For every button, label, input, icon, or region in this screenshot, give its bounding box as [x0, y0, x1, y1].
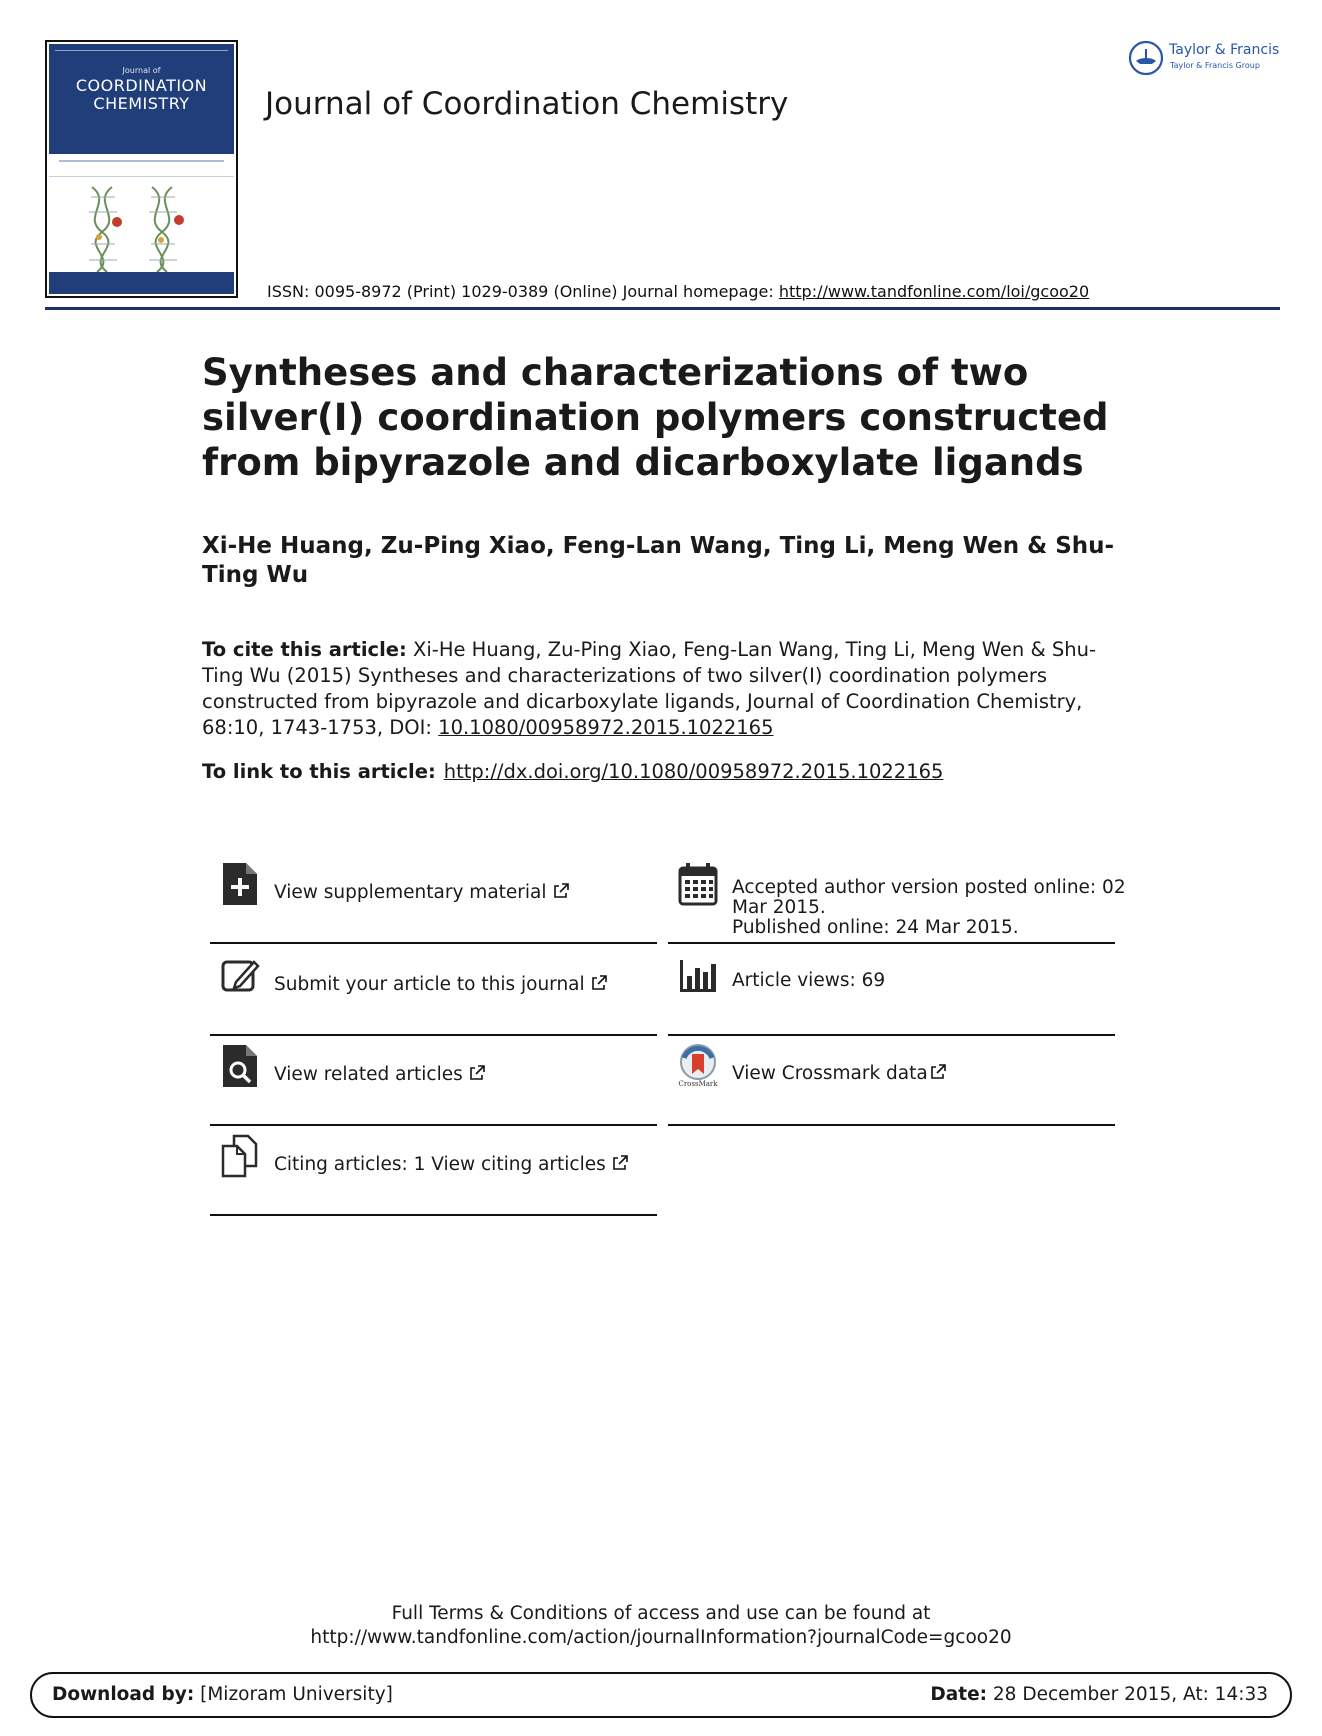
taylor-francis-icon [1128, 40, 1164, 76]
citing-articles-link[interactable] [210, 1134, 657, 1216]
download-date [930, 1684, 1268, 1705]
citation-block [202, 637, 1102, 741]
download-by [52, 1684, 393, 1705]
submit-article-link[interactable] [210, 954, 657, 1036]
cover-title-line1: COORDINATION [75, 76, 208, 95]
citing-label: Citing articles: 1 View citing articles [274, 1154, 606, 1175]
link-label: To link to this article: [202, 760, 436, 783]
issn-line [267, 282, 1089, 301]
submit-label: Submit your article to this journal [274, 974, 585, 995]
accepted-date-line1: Accepted author version posted online: 02 [732, 877, 1126, 898]
external-link-icon [553, 883, 569, 899]
search-file-icon [220, 1044, 260, 1088]
related-label: View related articles [274, 1064, 463, 1085]
publisher-group: Taylor & Francis Group [1170, 61, 1260, 70]
crossmark-link[interactable] [668, 1044, 1115, 1126]
download-label: Download by: [52, 1684, 195, 1705]
journal-title: Journal of Coordination Chemistry [265, 86, 789, 122]
article-link-line [202, 760, 943, 783]
publisher-name: Taylor & Francis [1169, 42, 1280, 58]
supplementary-label: View supplementary material [274, 882, 547, 903]
crossmark-label: View Crossmark data [732, 1063, 928, 1084]
download-info-bar [30, 1672, 1292, 1718]
external-link-icon [591, 975, 607, 991]
article-views [668, 954, 1115, 1036]
published-date: Published online: 24 Mar 2015. [732, 917, 1019, 938]
header-divider [45, 307, 1280, 310]
doi-link[interactable]: 10.1080/00958972.2015.1022165 [438, 716, 774, 739]
external-link-icon [930, 1064, 946, 1080]
terms-url[interactable]: http://www.tandfonline.com/action/journalInformation?journalCode=gcoo20 [310, 1627, 1012, 1648]
calendar-icon [678, 862, 718, 906]
related-articles-link[interactable] [210, 1044, 657, 1126]
bar-chart-icon [678, 954, 718, 998]
terms-line1: Full Terms & Conditions of access and use can be found at [391, 1603, 931, 1624]
file-plus-icon [220, 862, 260, 906]
article-authors: Xi-He Huang, Zu-Ping Xiao, Feng-Lan Wang, Ting Li, Meng Wen & Shu-Ting Wu [202, 533, 1115, 588]
copy-documents-icon [220, 1134, 260, 1178]
crossmark-logo-text: CrossMark [678, 1080, 718, 1088]
cover-title-line2: CHEMISTRY [93, 94, 190, 113]
publication-dates [668, 862, 1126, 944]
publisher-logo [1128, 40, 1283, 78]
external-link-icon [469, 1065, 485, 1081]
supplementary-material-link[interactable] [210, 862, 657, 944]
cite-text: Xi-He Huang, Zu-Ping Xiao, Feng-Lan Wang, Ting Li, Meng Wen & Shu-Ting Wu (2015) Syntheses and characterizations of two silver(I) coordination polymers constructed from bipyrazole and dicarboxylate ligands, Journal of Coordination Chemistry, 68:10, 1743-1753, DOI: [202, 638, 1097, 739]
terms-notice [0, 1602, 1322, 1650]
cover-molecule-art [77, 182, 207, 277]
accepted-date-line2: Mar 2015. [732, 897, 826, 918]
crossmark-icon [678, 1044, 718, 1088]
article-doi-url[interactable]: http://dx.doi.org/10.1080/00958972.2015.1022165 [443, 760, 944, 783]
external-link-icon [612, 1155, 628, 1171]
cover-journal-of: Journal of [122, 66, 161, 75]
date-label: Date: [930, 1684, 988, 1705]
article-title: Syntheses and characterizations of two silver(I) coordination polymers constructed from bipyrazole and dicarboxylate ligands [202, 351, 1109, 484]
article-views-label: Article views: 69 [732, 970, 886, 991]
issn-text: ISSN: 0095-8972 (Print) 1029-0389 (Online) Journal homepage: [267, 282, 779, 301]
journal-cover-image [45, 40, 238, 298]
date-value: 28 December 2015, At: 14:33 [987, 1684, 1268, 1705]
edit-icon [220, 954, 260, 998]
download-value: [Mizoram University] [194, 1684, 393, 1705]
cite-label: To cite this article: [202, 638, 407, 661]
journal-homepage-link[interactable]: http://www.tandfonline.com/loi/gcoo20 [778, 282, 1090, 301]
